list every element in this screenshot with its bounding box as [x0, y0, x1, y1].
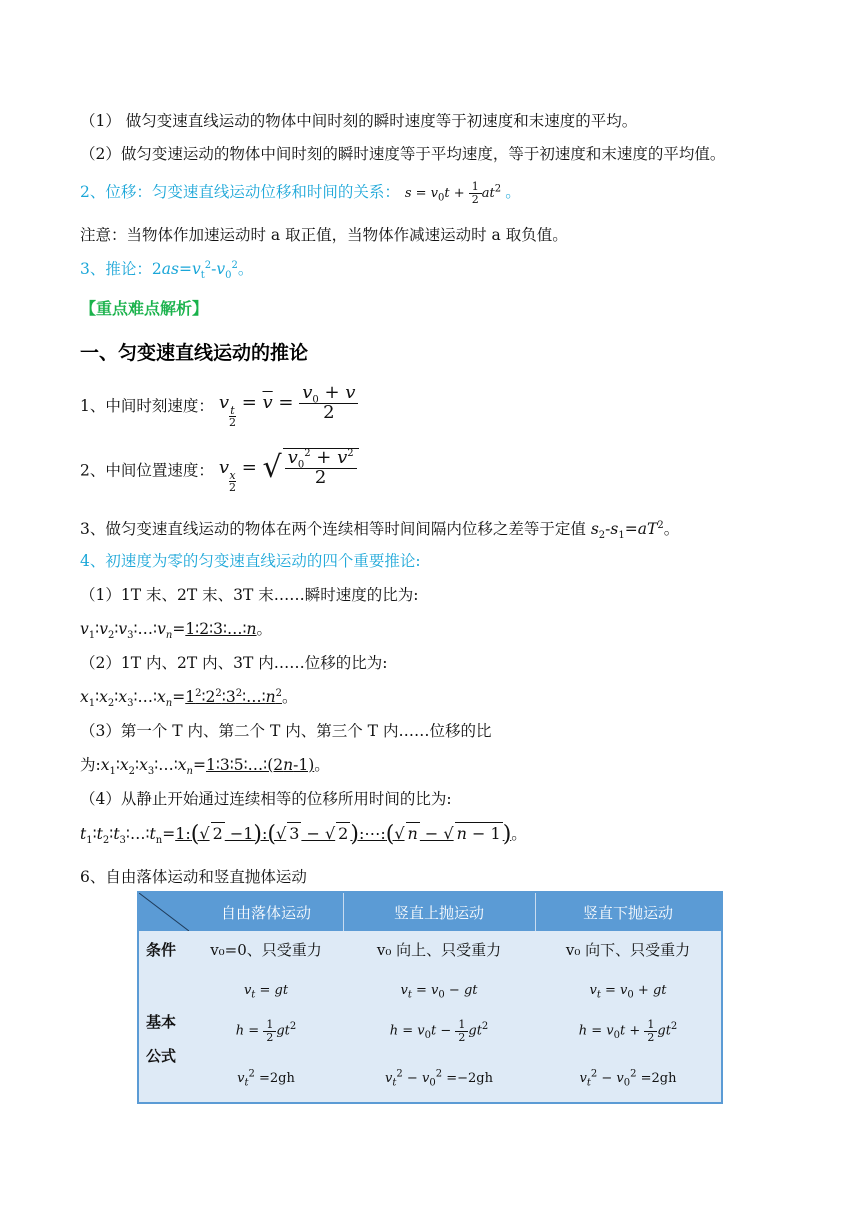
sub-2-ratio: $x_1∶x_2∶x_3∶\dots∶x_n=1^2∶2^2∶3^2∶\dots∶n^2$。	[80, 687, 298, 710]
formula-down-velocity: $v_t = v_0$ + gt	[589, 983, 667, 1001]
header-upward-throw: 竖直上抛运动	[393, 903, 484, 922]
item-2-label: 2、中间位置速度：	[80, 461, 214, 480]
displacement-formula: $s = v_0t$ + $\frac{1}{2}$ $at^2$	[404, 180, 502, 206]
point-2: 2、位移：匀变速直线运动位移和时间的关系： $s = v_0t$ + $\frac{1}{2}$ $at^2$ 。	[80, 180, 521, 206]
sub-4-text: （4）从静止开始通过连续相等的位移所用时间的比为:	[80, 790, 452, 808]
header-downward-throw: 竖直下抛运动	[582, 903, 673, 922]
formula-ff-v-squared: $v_t^2 =2gh$	[237, 1068, 295, 1089]
note: 注意：当物体作加速运动时 a 取正值，当物体作减速运动时 a 取负值。	[80, 226, 568, 244]
item-3-text: 3、做匀变速直线运动的物体在两个连续相等时间间隔内位移之差等于定值	[80, 520, 586, 538]
formula-up-height: $h = v_0t$ − $\frac{1}{2}$ $gt^2$	[389, 1018, 489, 1044]
row-label-formula-2: 公式	[146, 1047, 177, 1065]
point-2-label: 2、位移：匀变速直线运动位移和时间的关系：	[80, 183, 400, 201]
sub-1-ratio: $v_1∶v_2∶v_3∶\dots∶v_n=1∶2∶3∶\dots∶n$。	[80, 620, 273, 642]
point-3: 3、推论：$2as=v_t^2-v_0^2$。	[80, 259, 254, 282]
item-4-title: 4、初速度为零的匀变速直线运动的四个重要推论:	[80, 552, 421, 570]
sub-1-text: （1）1T 末、2T 末、3T 末……瞬时速度的比为:	[80, 586, 419, 604]
section-title: 【重点难点解析】	[80, 299, 209, 318]
motion-table	[137, 891, 723, 1104]
sub-3-prefix: 为:	[80, 756, 101, 774]
row-label-formula-1: 基本	[146, 1013, 177, 1031]
item-1	[80, 384, 358, 434]
condition-upward: v₀ 向上、只受重力	[376, 941, 502, 959]
diagonal-line	[139, 893, 189, 931]
item-2	[80, 448, 359, 504]
row-label-condition: 条件	[146, 941, 177, 959]
item-6-title: 6、自由落体运动和竖直抛体运动	[80, 868, 307, 886]
formula-down-v-squared: $v_t^2 - v_0^2 =2gh$	[579, 1068, 677, 1089]
sub-2-text: （2）1T 内、2T 内、3T 内……位移的比为:	[80, 654, 388, 672]
formula-down-height: $h = v_0t$ + $\frac{1}{2}$ $gt^2$	[578, 1018, 678, 1044]
formula-up-v-squared: $v_t^2 - v_0^2 =-2gh$	[385, 1068, 493, 1089]
condition-downward: v₀ 向下、只受重力	[565, 941, 691, 959]
para-2: （2）做匀变速运动的物体中间时刻的瞬时速度等于平均速度，等于初速度和末速度的平均值。	[80, 145, 726, 163]
item-1-label: 1、中间时刻速度：	[80, 397, 214, 416]
condition-free-fall: v₀=0、只受重力	[210, 941, 322, 959]
sub-3-ratio: 为$:x_1∶x_2∶x_3∶\dots∶x_n=1∶3∶5∶\dots∶(2n-1)$。	[80, 756, 330, 778]
item-3: 3、做匀变速直线运动的物体在两个连续相等时间间隔内位移之差等于定值 $s_2-s_1=aT^2$。	[80, 519, 680, 542]
header-free-fall: 自由落体运动	[220, 903, 311, 922]
sub-3-text: （3）第一个 T 内、第二个 T 内、第三个 T 内……位移的比	[80, 722, 492, 740]
para-1: （1） 做匀变速直线运动的物体中间时刻的瞬时速度等于初速度和末速度的平均。	[80, 112, 638, 130]
formula-ff-height: h = $\frac{1}{2}$ $gt^2$	[235, 1018, 297, 1044]
mid-time-velocity-formula: v $\frac{t}{2}$ = $\overline{v}$ = $\frac{v_0 + v}{2}$	[219, 392, 359, 413]
formula-ff-velocity: $v_t$ = gt	[243, 983, 289, 1001]
formula-up-velocity: $v_t = v_0$ − gt	[400, 983, 478, 1001]
mid-position-velocity-formula: v $\frac{x}{2}$ = √ $\frac{v_0^2 + v^2}{2}$	[219, 457, 359, 478]
heading-1: 一、匀变速直线运动的推论	[80, 342, 309, 364]
sub-4-ratio: $t_1∶t_2∶t_3∶\dots∶t_n=1:(√$ 2 −1):(√ 3 − √ 2):⋯:(√ n − √ n − 1)。	[80, 822, 527, 847]
point-3-label: 3、推论：	[80, 260, 152, 278]
